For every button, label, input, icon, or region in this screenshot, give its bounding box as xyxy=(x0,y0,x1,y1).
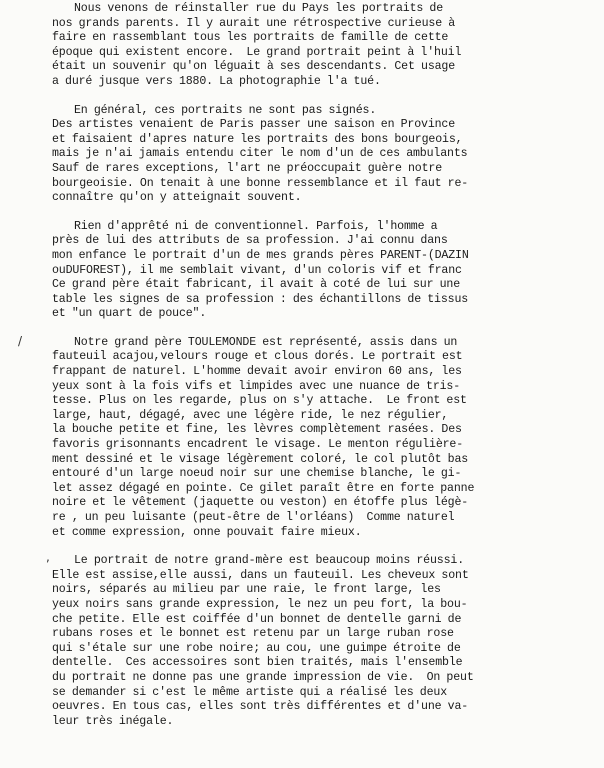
text-line: Rien d'apprêté ni de conventionnel. Parfois, l'homme a xyxy=(74,219,438,233)
text-line: ment dessiné et le visage légèrement coloré, le col plutôt bas xyxy=(52,452,469,466)
text-line: a duré jusque vers 1880. La photographie l'a tué. xyxy=(52,74,381,88)
text-line: mais je n'ai jamais entendu citer le nom d'un de ces ambulants xyxy=(52,147,468,161)
text-line: et faisaient d'apres nature les portraits des bons bourgeois, xyxy=(52,132,463,146)
text-line: et comme expression, onne pouvait faire mieux. xyxy=(52,525,362,539)
text-line: Elle est assise,elle aussi, dans un fauteuil. Les cheveux sont xyxy=(52,568,469,582)
text-line: noire et le vêtement (jaquette ou veston) en étoffe plus légè- xyxy=(52,496,469,510)
text-line: che petite. Elle est coiffée d'un bonnet de dentelle garni de xyxy=(52,612,462,626)
text-line: table les signes de sa profession : des échantillons de tissus xyxy=(52,292,469,306)
text-line: époque qui existent encore. Le grand portrait peint à l'huil xyxy=(52,45,462,59)
text-line: entouré d'un large noeud noir sur une chemise blanche, le gi- xyxy=(52,467,462,481)
text-line: fauteuil acajou,velours rouge et clous dorés. Le portrait est xyxy=(52,350,463,364)
stray-mark: / xyxy=(18,334,23,348)
text-line: la bouche petite et fine, les lèvres complètement rasées. Des xyxy=(52,423,462,437)
text-line: Des artistes venaient de Paris passer une saison en Province xyxy=(52,118,456,132)
paragraph xyxy=(52,336,600,540)
text-line: se demander si c'est le même artiste qui a réalisé les deux xyxy=(52,685,448,699)
text-line: qui s'étale sur une robe noire; au cou, une guimpe étroite de xyxy=(52,641,461,655)
text-line: faire en rassemblant tous les portraits de famille de cette xyxy=(52,31,449,45)
document-body xyxy=(52,2,600,743)
text-line: favoris grisonnants encadrent le visage. Le menton régulière- xyxy=(52,438,464,452)
text-line: large, haut, dégagé, avec une légère ride, le nez régulier, xyxy=(52,408,449,422)
text-line: près de lui des attributs de sa profession. J'ai connu dans xyxy=(52,234,448,248)
text-line: nos grands parents. Il y aurait une rétrospective curieuse à xyxy=(52,16,456,30)
text-line: leur très inégale. xyxy=(52,714,174,728)
text-line: noirs, séparés au milieu par une raie, le front large, les xyxy=(52,583,441,597)
text-line: Sauf de rares exceptions, l'art ne préoccupait guère notre xyxy=(52,161,443,175)
text-line: bourgeoisie. On tenait à une bonne ressemblance et il faut re- xyxy=(52,176,469,190)
text-line: ouDUFOREST), il me semblait vivant, d'un coloris vif et franc xyxy=(52,263,462,277)
text-line: et "un quart de pouce". xyxy=(52,307,207,321)
text-line: Ce grand père était fabricant, il avait à coté de lui sur une xyxy=(52,278,461,292)
text-line: mon enfance le portrait d'un de mes grands pères PARENT-(DAZIN xyxy=(52,248,469,262)
text-line: yeux sont à la fois vifs et limpides avec une nuance de tris- xyxy=(52,379,461,393)
text-line: connaître qu'on y atteignait souvent. xyxy=(52,191,302,205)
text-line: frappant de naturel. L'homme devait avoir environ 60 ans, les xyxy=(52,365,462,379)
text-line: oeuvres. En tous cas, elles sont très différentes et d'une va- xyxy=(52,700,469,714)
text-line: rubans roses et le bonnet est retenu par un large ruban rose xyxy=(52,627,454,641)
stray-mark: , xyxy=(46,550,50,564)
text-line: Le portrait de notre grand-mère est beaucoup moins réussi. xyxy=(74,554,465,568)
text-line: Notre grand père TOULEMONDE est représenté, assis dans un xyxy=(74,335,458,349)
text-line: tesse. Plus on les regarde, plus on s'y attache. Le front est xyxy=(52,394,467,408)
text-line: yeux noirs sans grande expression, le nez un peu fort, la bou- xyxy=(52,597,468,611)
paragraph xyxy=(52,554,600,729)
text-line: En général, ces portraits ne sont pas signés. xyxy=(74,103,377,117)
text-line: Nous venons de réinstaller rue du Pays les portraits de xyxy=(74,2,444,15)
paragraph xyxy=(52,2,600,90)
paragraph xyxy=(52,104,600,206)
text-line: re , un peu luisante (peut-être de l'orléans) Comme naturel xyxy=(52,511,455,524)
paragraph xyxy=(52,220,600,322)
text-line: du portrait ne donne pas une grande impression de vie. On peut xyxy=(52,670,474,684)
text-line: dentelle. Ces accessoires sont bien traités, mais l'ensemble xyxy=(52,656,463,670)
text-line: let assez dégagé en pointe. Ce gilet paraît être en forte panne xyxy=(52,481,475,495)
text-line: était un souvenir qu'on léguait à ses descendants. Cet usage xyxy=(52,60,456,74)
